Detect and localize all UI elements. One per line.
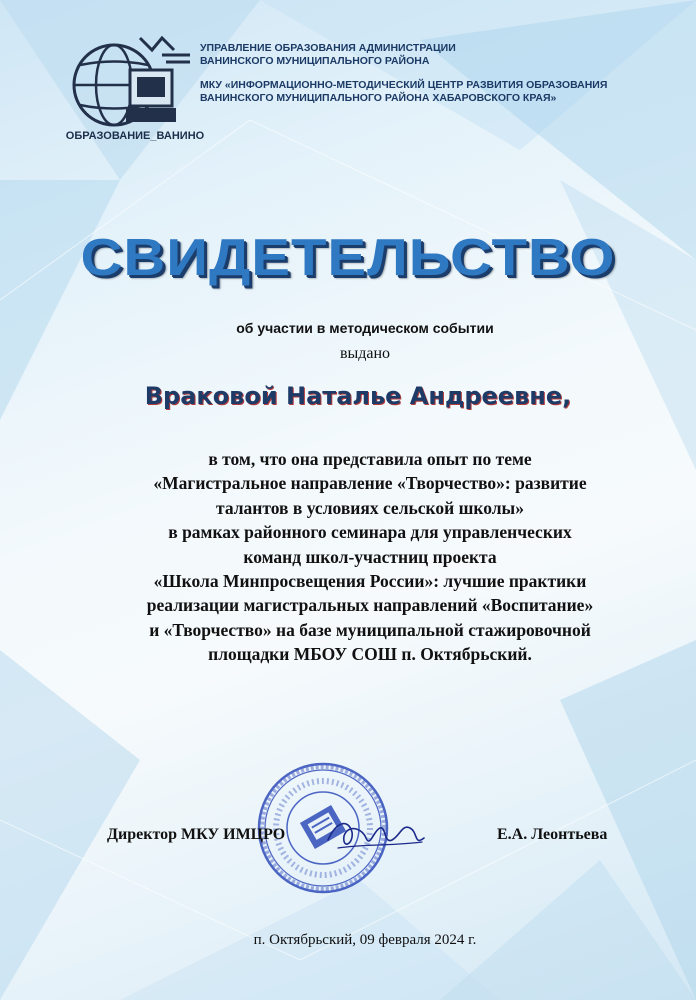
organization-name-1 [200, 42, 456, 68]
logo-caption: ОБРАЗОВАНИЕ_ВАНИНО [65, 130, 205, 142]
body-line: «Школа Минпросвещения России»: лучшие практики [153, 571, 587, 592]
body-line: в том, что она представила опыт по теме [208, 449, 532, 469]
body-line: в рамках районного семинара для управленческих [168, 522, 572, 543]
body-line: команд школ-участниц проекта [243, 546, 497, 567]
certificate-body [60, 447, 680, 667]
certificate-subtitle: об участии в методическом событии [236, 320, 494, 336]
organization-name-2 [200, 79, 607, 105]
recipient-name: Враковой Наталье Андреевне, [144, 382, 572, 410]
certificate-title: СВИДЕТЕЛЬСТВО [80, 228, 616, 287]
org-line: ВАНИНСКОГО МУНИЦИПАЛЬНОГО РАЙОНА ХАБАРОВСКОГО КРАЯ» [200, 92, 557, 104]
body-line: и «Творчество» на базе муниципальной стажировочной [149, 619, 591, 640]
place-date: п. Октябрьский, 09 февраля 2024 г. [253, 932, 477, 948]
body-line: талантов в условиях сельской школы» [216, 497, 524, 518]
org-line: УПРАВЛЕНИЕ ОБРАЗОВАНИЯ АДМИНИСТРАЦИИ [200, 42, 456, 54]
body-line: реализации магистральных направлений «Воспитание» [146, 595, 594, 616]
director-name: Е.А. Леонтьева [497, 826, 608, 843]
director-label: Директор МКУ ИМЦРО [107, 826, 286, 843]
body-line: «Магистральное направление «Творчество»: развитие [153, 473, 587, 494]
org-line: ВАНИНСКОГО МУНИЦИПАЛЬНОГО РАЙОНА [200, 55, 430, 67]
handwritten-signature [322, 810, 432, 860]
issued-label: выдано [339, 345, 391, 362]
body-line: площадки МБОУ СОШ п. Октябрьский. [208, 644, 532, 665]
org-line: МКУ «ИНФОРМАЦИОННО-МЕТОДИЧЕСКИЙ ЦЕНТР РАЗВИТИЯ ОБРАЗОВАНИЯ [200, 79, 608, 91]
